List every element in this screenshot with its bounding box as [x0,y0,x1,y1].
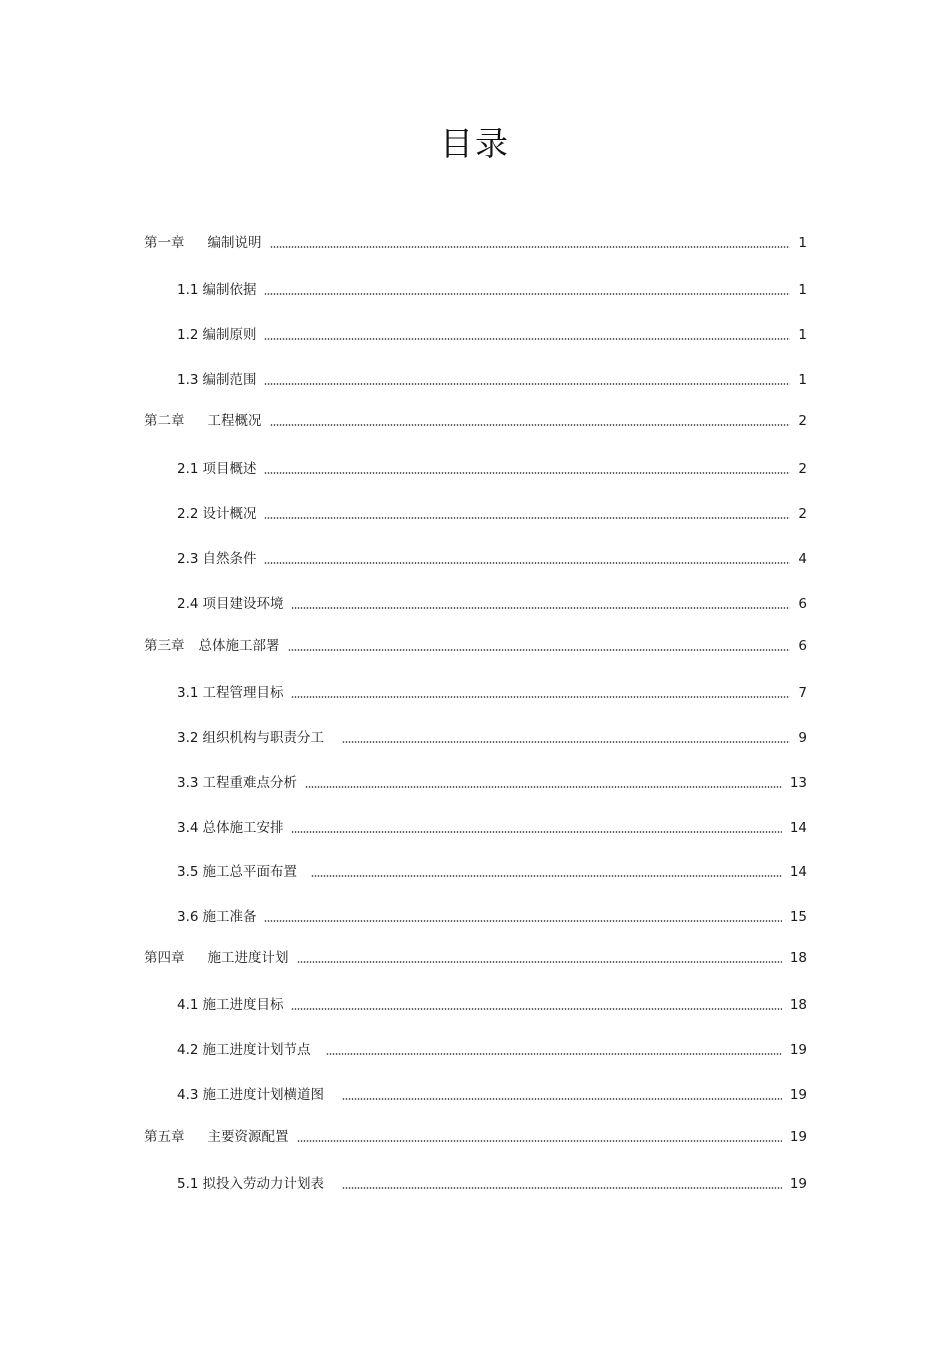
toc-page-number: 2 [798,413,807,429]
toc-section-number: 4.1 [177,997,199,1013]
toc-leader-dots [264,562,790,564]
toc-entry-label: 施工进度计划 [207,950,289,966]
toc-leader-dots [264,338,790,340]
toc-entry-label: 工程概况 [207,413,262,429]
toc-section-number: 2.3 [177,551,199,567]
toc-leader-dots [264,472,790,474]
toc-entry-label: 总体施工安排 [202,820,284,836]
toc-section-number: 2.2 [177,506,199,522]
toc-entry-label: 施工进度目标 [202,997,284,1013]
toc-page-number: 1 [798,327,807,343]
toc-section-number: 3.6 [177,909,199,925]
toc-entry-section[interactable] [177,1082,807,1104]
toc-section-number: 2.4 [177,596,199,612]
toc-entry-chapter[interactable] [144,1124,807,1146]
toc-entry-label: 总体施工部署 [198,638,280,654]
toc-entry-section[interactable] [177,992,807,1014]
toc-leader-dots [291,831,781,833]
toc-leader-dots [311,875,782,877]
toc-page-number: 19 [789,1087,807,1103]
toc-section-number: 3.2 [177,730,199,746]
toc-entry-chapter[interactable] [144,633,807,655]
toc-entry-label: 设计概况 [202,506,257,522]
toc-page-number: 2 [798,461,807,477]
toc-page-number: 14 [789,820,807,836]
toc-leader-dots [326,1053,781,1055]
toc-leader-dots [264,517,790,519]
toc-leader-dots [342,1098,782,1100]
toc-entry-label: 施工总平面布置 [202,864,297,880]
toc-entry-label: 主要资源配置 [207,1129,289,1145]
toc-title: 目录 [440,124,510,163]
toc-page-number: 9 [798,730,807,746]
toc-section-number: 2.1 [177,461,199,477]
toc-entry-label: 施工进度计划横道图 [202,1087,324,1103]
toc-entry-section[interactable] [177,277,807,299]
toc-entry-label: 施工进度计划节点 [202,1042,311,1058]
toc-entry-section[interactable] [177,815,807,837]
toc-entry-section[interactable] [177,859,807,881]
toc-entry-section[interactable] [177,1037,807,1059]
toc-leader-dots [342,1187,782,1189]
toc-page-number: 1 [798,372,807,388]
toc-entry-label: 施工准备 [202,909,257,925]
toc-entry-label: 自然条件 [202,551,257,567]
toc-leader-dots [291,1008,781,1010]
toc-page-number: 15 [789,909,807,925]
toc-entry-label: 编制说明 [207,235,262,251]
toc-page-number: 14 [789,864,807,880]
toc-section-number: 1.1 [177,282,199,298]
toc-section-number: 4.2 [177,1042,199,1058]
toc-chapter-number: 第四章 [144,950,185,966]
toc-leader-dots [297,1140,782,1142]
toc-leader-dots [288,649,791,651]
toc-section-number: 3.3 [177,775,199,791]
toc-page-number: 4 [798,551,807,567]
toc-entry-label: 编制范围 [202,372,257,388]
toc-page-number: 1 [798,282,807,298]
toc-entry-section[interactable] [177,591,807,613]
toc-chapter-number: 第三章 [144,638,185,654]
toc-entry-section[interactable] [177,546,807,568]
toc-page-number: 18 [789,997,807,1013]
toc-section-number: 3.5 [177,864,199,880]
toc-page-number: 18 [789,950,807,966]
toc-entry-section[interactable] [177,680,807,702]
toc-page-number: 19 [789,1129,807,1145]
toc-page-number: 19 [789,1042,807,1058]
toc-section-number: 1.2 [177,327,199,343]
toc-entry-label: 编制原则 [202,327,257,343]
toc-entry-chapter[interactable] [144,945,807,967]
toc-chapter-number: 第一章 [144,235,185,251]
toc-entry-label: 组织机构与职责分工 [202,730,324,746]
toc-leader-dots [291,696,790,698]
toc-leader-dots [305,786,782,788]
toc-chapter-number: 第五章 [144,1129,185,1145]
toc-leader-dots [291,607,790,609]
toc-leader-dots [297,961,782,963]
toc-entry-section[interactable] [177,725,807,747]
toc-entry-section[interactable] [177,456,807,478]
toc-entry-label: 项目建设环境 [202,596,284,612]
toc-entry-chapter[interactable] [144,408,807,430]
toc-entry-section[interactable] [177,322,807,344]
toc-chapter-number: 第二章 [144,413,185,429]
toc-entry-label: 工程管理目标 [202,685,284,701]
toc-section-number: 3.1 [177,685,199,701]
toc-entry-label: 项目概述 [202,461,257,477]
toc-section-number: 3.4 [177,820,199,836]
toc-page-number: 6 [798,638,807,654]
toc-page-number: 2 [798,506,807,522]
toc-entry-label: 编制依据 [202,282,257,298]
toc-leader-dots [264,293,790,295]
toc-page-number: 1 [798,235,807,251]
toc-leader-dots [264,383,790,385]
toc-section-number: 4.3 [177,1087,199,1103]
toc-leader-dots [270,246,791,248]
toc-entry-label: 工程重难点分析 [202,775,297,791]
toc-entry-section[interactable] [177,770,807,792]
toc-page-number: 13 [789,775,807,791]
toc-entry-section[interactable] [177,904,807,926]
toc-leader-dots [264,920,781,922]
toc-page-number: 7 [798,685,807,701]
toc-section-number: 1.3 [177,372,199,388]
toc-page-number: 19 [789,1176,807,1192]
toc-entry-section[interactable] [177,1171,807,1193]
toc-page-number: 6 [798,596,807,612]
toc-entry-chapter[interactable] [144,230,807,252]
toc-leader-dots [270,424,791,426]
toc-entry-section[interactable] [177,501,807,523]
toc-section-number: 5.1 [177,1176,199,1192]
toc-entry-label: 拟投入劳动力计划表 [202,1176,324,1192]
toc-entry-section[interactable] [177,367,807,389]
toc-leader-dots [342,741,790,743]
